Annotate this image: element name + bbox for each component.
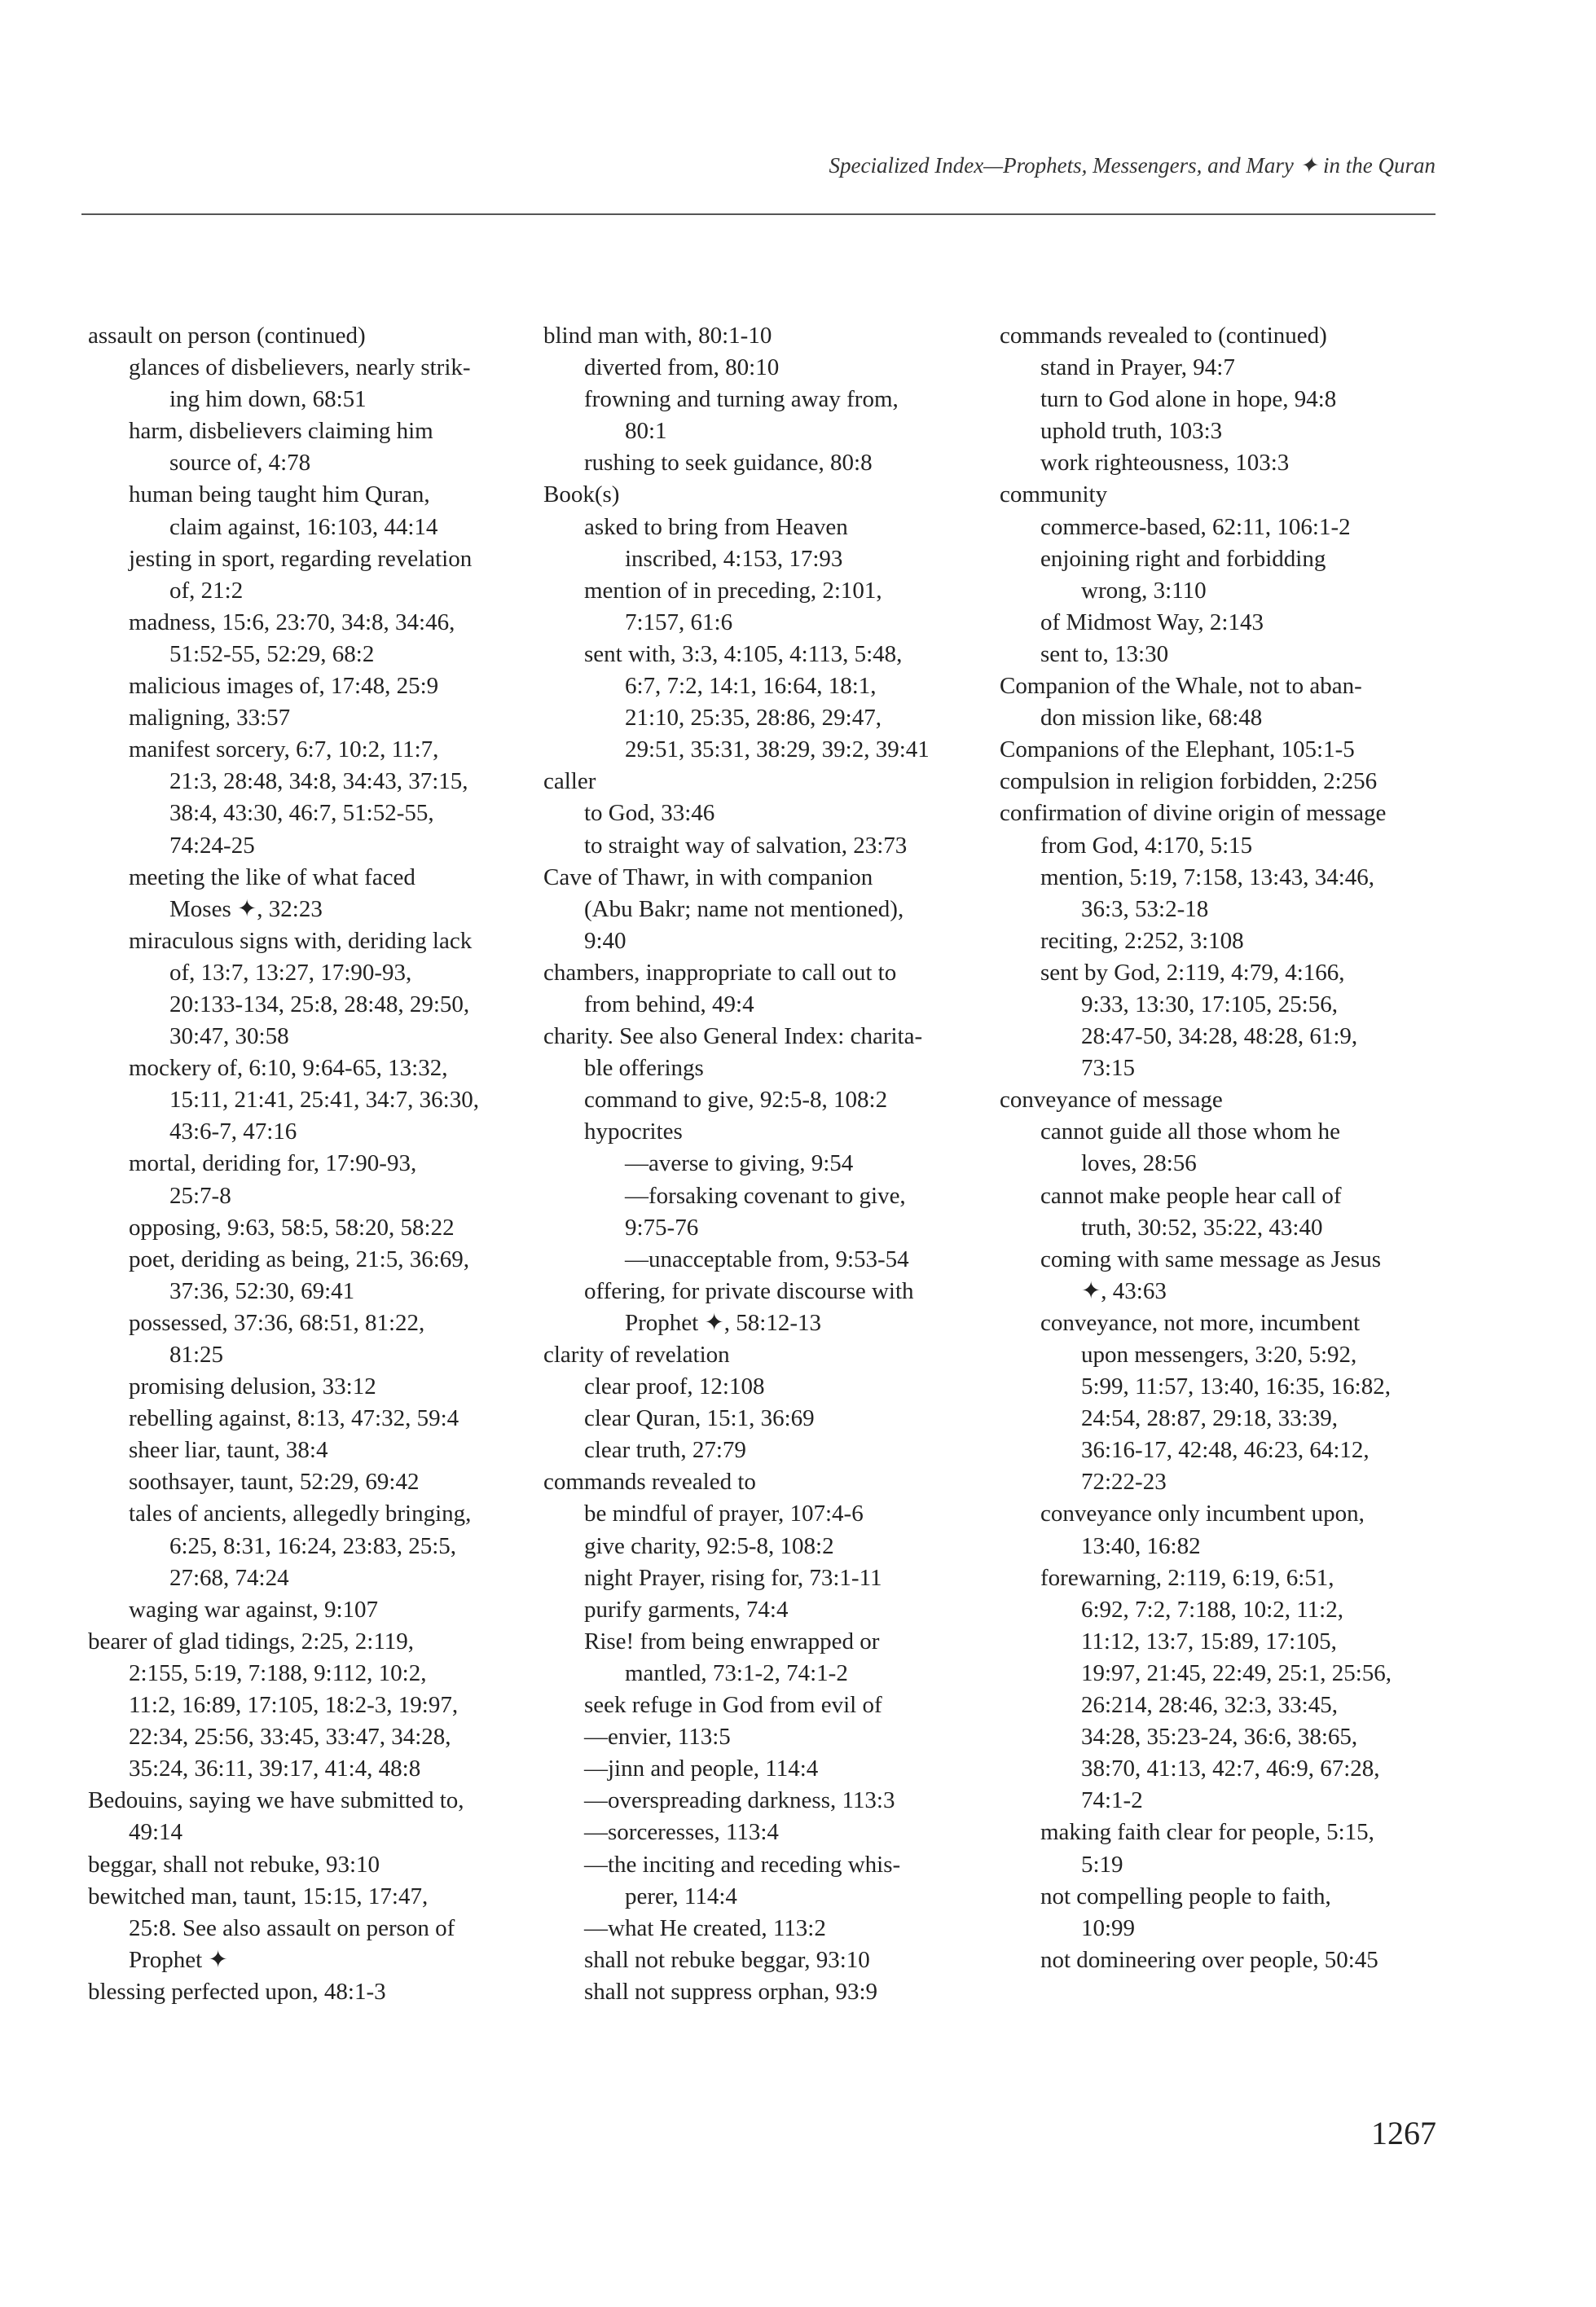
index-subentry bbox=[88, 1371, 544, 1403]
entry-line: 11:12, 13:7, 15:89, 17:105, bbox=[1081, 1628, 1337, 1654]
entry-line: glances of disbelievers, nearly strik- bbox=[129, 354, 471, 381]
entry-line: command to give, 92:5-8, 108:2 bbox=[584, 1087, 888, 1114]
index-main-entry bbox=[543, 320, 1000, 352]
entry-line: Prophet ✦ bbox=[129, 1946, 228, 1973]
entry-line: tales of ancients, allegedly bringing, bbox=[129, 1501, 472, 1527]
entry-line: diverted from, 80:10 bbox=[584, 354, 780, 381]
index-subentry bbox=[1000, 1817, 1456, 1880]
entry-line: purify garments, 74:4 bbox=[584, 1596, 789, 1623]
entry-line: 38:4, 43:30, 46:7, 51:52-55, bbox=[169, 800, 434, 827]
index-subentry bbox=[88, 1148, 544, 1211]
entry-line: compulsion in religion forbidden, 2:256 bbox=[1000, 768, 1378, 795]
index-subentry bbox=[543, 1785, 1000, 1817]
entry-line: ing him down, 68:51 bbox=[169, 386, 367, 413]
index-column-2 bbox=[543, 320, 1000, 2008]
entry-line: Book(s) bbox=[543, 481, 620, 508]
index-subentry bbox=[88, 1403, 544, 1435]
entry-line: 11:2, 16:89, 17:105, 18:2-3, 19:97, bbox=[129, 1692, 459, 1719]
entry-line: 25:7-8 bbox=[169, 1182, 231, 1209]
entry-line: commands revealed to (continued) bbox=[1000, 323, 1327, 349]
index-main-entry bbox=[88, 320, 544, 352]
entry-line: —overspreading darkness, 113:3 bbox=[584, 1787, 895, 1814]
index-subentry bbox=[88, 1307, 544, 1371]
index-subentry bbox=[543, 798, 1000, 829]
entry-line: 81:25 bbox=[169, 1342, 224, 1368]
index-subentry bbox=[1000, 1562, 1456, 1817]
entry-line: (Abu Bakr; name not mentioned), bbox=[584, 895, 904, 922]
entry-line: forewarning, 2:119, 6:19, 6:51, bbox=[1040, 1564, 1334, 1591]
index-subentry bbox=[543, 512, 1000, 575]
entry-line: 26:214, 28:46, 32:3, 33:45, bbox=[1081, 1692, 1338, 1719]
index-subentry bbox=[1000, 957, 1456, 1084]
index-subentry bbox=[1000, 925, 1456, 957]
entry-line: frowning and turning away from, bbox=[584, 386, 899, 413]
entry-line: mention of in preceding, 2:101, bbox=[584, 577, 882, 604]
index-subentry bbox=[1000, 352, 1456, 384]
entry-line: Rise! from being enwrapped or bbox=[584, 1628, 880, 1654]
entry-line: 38:70, 41:13, 42:7, 46:9, 67:28, bbox=[1081, 1756, 1380, 1782]
index-subentry bbox=[88, 862, 544, 925]
entry-line: 9:75-76 bbox=[625, 1214, 699, 1241]
entry-line: 13:40, 16:82 bbox=[1081, 1532, 1201, 1559]
entry-line: of, 13:7, 13:27, 17:90-93, bbox=[169, 959, 412, 986]
index-main-entry bbox=[88, 1849, 544, 1881]
entry-line: malicious images of, 17:48, 25:9 bbox=[129, 673, 439, 700]
index-subentry bbox=[543, 1403, 1000, 1435]
entry-line: mockery of, 6:10, 9:64-65, 13:32, bbox=[129, 1055, 448, 1082]
entry-line: truth, 30:52, 35:22, 43:40 bbox=[1081, 1214, 1323, 1241]
index-subentry bbox=[1000, 1498, 1456, 1562]
entry-line: —sorceresses, 113:4 bbox=[584, 1819, 779, 1846]
entry-line: 20:133-134, 25:8, 28:48, 29:50, bbox=[169, 991, 470, 1017]
entry-line: clear Quran, 15:1, 36:69 bbox=[584, 1405, 815, 1432]
entry-line: upon messengers, 3:20, 5:92, bbox=[1081, 1342, 1357, 1368]
index-subentry bbox=[543, 1562, 1000, 1594]
index-subentry bbox=[543, 575, 1000, 639]
index-subentry bbox=[1000, 862, 1456, 925]
index-main-entry bbox=[1000, 320, 1456, 352]
entry-line: be mindful of prayer, 107:4-6 bbox=[584, 1501, 864, 1527]
entry-line: 6:25, 8:31, 16:24, 23:83, 25:5, bbox=[169, 1532, 457, 1559]
entry-line: 29:51, 35:31, 38:29, 39:2, 39:41 bbox=[625, 736, 930, 763]
entry-line: —averse to giving, 9:54 bbox=[625, 1150, 854, 1177]
index-subentry bbox=[543, 1180, 1000, 1244]
index-subentry bbox=[1000, 830, 1456, 862]
entry-line: —the inciting and receding whis- bbox=[584, 1851, 901, 1878]
index-subentry bbox=[543, 1690, 1000, 1721]
entry-line: 9:40 bbox=[584, 927, 627, 954]
entry-line: —unacceptable from, 9:53-54 bbox=[625, 1246, 909, 1272]
index-subentry bbox=[543, 830, 1000, 862]
entry-line: 72:22-23 bbox=[1081, 1469, 1167, 1496]
entry-line: conveyance only incumbent upon, bbox=[1040, 1501, 1365, 1527]
entry-line: 21:10, 25:35, 28:86, 29:47, bbox=[625, 705, 882, 732]
entry-line: cannot make people hear call of bbox=[1040, 1182, 1342, 1209]
entry-line: asked to bring from Heaven bbox=[584, 513, 848, 540]
entry-line: to straight way of salvation, 23:73 bbox=[584, 832, 908, 859]
index-subentry bbox=[543, 1084, 1000, 1116]
entry-line: ✦, 43:63 bbox=[1081, 1277, 1167, 1304]
index-subentry bbox=[543, 352, 1000, 384]
index-main-entry bbox=[88, 1785, 544, 1848]
index-subentry bbox=[543, 1148, 1000, 1180]
entry-line: 36:3, 53:2-18 bbox=[1081, 895, 1209, 922]
index-subentry bbox=[543, 1371, 1000, 1403]
entry-line: shall not rebuke beggar, 93:10 bbox=[584, 1946, 870, 1973]
entry-line: 74:1-2 bbox=[1081, 1787, 1143, 1814]
entry-line: 28:47-50, 34:28, 48:28, 61:9, bbox=[1081, 1023, 1358, 1050]
entry-line: caller bbox=[543, 768, 596, 795]
entry-line: from behind, 49:4 bbox=[584, 991, 754, 1017]
entry-line: rebelling against, 8:13, 47:32, 59:4 bbox=[129, 1405, 459, 1432]
entry-line: work righteousness, 103:3 bbox=[1040, 450, 1290, 477]
index-column-3 bbox=[1000, 320, 1456, 1976]
index-main-entry bbox=[543, 479, 1000, 511]
entry-line: claim against, 16:103, 44:14 bbox=[169, 513, 438, 540]
index-main-entry bbox=[1000, 1084, 1456, 1116]
entry-line: commerce-based, 62:11, 106:1-2 bbox=[1040, 513, 1351, 540]
entry-line: 43:6-7, 47:16 bbox=[169, 1118, 297, 1145]
index-subentry bbox=[88, 1212, 544, 1244]
index-subentry bbox=[543, 1817, 1000, 1848]
entry-line: 15:11, 21:41, 25:41, 34:7, 36:30, bbox=[169, 1087, 479, 1114]
index-subentry bbox=[88, 734, 544, 861]
entry-line: coming with same message as Jesus bbox=[1040, 1246, 1382, 1272]
index-subentry bbox=[1000, 607, 1456, 639]
entry-line: conveyance of message bbox=[1000, 1087, 1223, 1114]
entry-line: ble offerings bbox=[584, 1055, 704, 1082]
entry-line: blessing perfected upon, 48:1-3 bbox=[88, 1978, 386, 2005]
index-subentry bbox=[1000, 415, 1456, 447]
index-subentry bbox=[1000, 1116, 1456, 1180]
entry-line: to God, 33:46 bbox=[584, 800, 715, 827]
index-subentry bbox=[543, 447, 1000, 479]
index-subentry bbox=[543, 1721, 1000, 1753]
entry-line: mention, 5:19, 7:158, 13:43, 34:46, bbox=[1040, 863, 1375, 890]
running-header: Specialized Index—Prophets, Messengers, and Mary ✦ in the Quran bbox=[829, 153, 1436, 178]
index-subentry bbox=[88, 1435, 544, 1466]
entry-line: source of, 4:78 bbox=[169, 450, 311, 477]
index-subentry bbox=[543, 384, 1000, 447]
entry-line: stand in Prayer, 94:7 bbox=[1040, 354, 1235, 381]
entry-line: clear truth, 27:79 bbox=[584, 1437, 746, 1464]
page-number: 1267 bbox=[1371, 2115, 1436, 2151]
entry-line: sheer liar, taunt, 38:4 bbox=[129, 1437, 328, 1464]
index-subentry bbox=[88, 925, 544, 1052]
entry-line: sent with, 3:3, 4:105, 4:113, 5:48, bbox=[584, 640, 903, 667]
index-subentry bbox=[88, 702, 544, 734]
entry-line: confirmation of divine origin of message bbox=[1000, 800, 1387, 827]
entry-line: 7:157, 61:6 bbox=[625, 609, 733, 635]
index-subentry bbox=[543, 1244, 1000, 1276]
entry-line: human being taught him Quran, bbox=[129, 481, 430, 508]
entry-line: 51:52-55, 52:29, 68:2 bbox=[169, 640, 375, 667]
entry-line: Companions of the Elephant, 105:1-5 bbox=[1000, 736, 1355, 763]
entry-line: 9:33, 13:30, 17:105, 25:56, bbox=[1081, 991, 1338, 1017]
entry-line: assault on person (continued) bbox=[88, 323, 366, 349]
index-main-entry bbox=[88, 1626, 544, 1785]
entry-line: charity. See also General Index: charita- bbox=[543, 1023, 923, 1050]
entry-line: give charity, 92:5-8, 108:2 bbox=[584, 1532, 834, 1559]
entry-line: 74:24-25 bbox=[169, 832, 255, 859]
index-subentry bbox=[1000, 543, 1456, 607]
entry-line: cannot guide all those whom he bbox=[1040, 1118, 1341, 1145]
entry-line: of, 21:2 bbox=[169, 577, 244, 604]
index-main-entry bbox=[1000, 670, 1456, 734]
entry-line: beggar, shall not rebuke, 93:10 bbox=[88, 1851, 380, 1878]
index-subentry bbox=[1000, 512, 1456, 543]
index-column-1 bbox=[88, 320, 544, 2008]
entry-line: 37:36, 52:30, 69:41 bbox=[169, 1277, 355, 1304]
entry-line: perer, 114:4 bbox=[625, 1883, 737, 1909]
entry-line: don mission like, 68:48 bbox=[1040, 705, 1263, 732]
entry-line: 36:16-17, 42:48, 46:23, 64:12, bbox=[1081, 1437, 1370, 1464]
entry-line: 80:1 bbox=[625, 418, 667, 445]
index-subentry bbox=[543, 1435, 1000, 1466]
entry-line: 30:47, 30:58 bbox=[169, 1023, 289, 1050]
index-subentry bbox=[543, 1849, 1000, 1913]
index-subentry bbox=[543, 1276, 1000, 1339]
index-subentry bbox=[1000, 1244, 1456, 1307]
entry-line: 21:3, 28:48, 34:8, 34:43, 37:15, bbox=[169, 768, 468, 795]
entry-line: hypocrites bbox=[584, 1118, 683, 1145]
entry-line: loves, 28:56 bbox=[1081, 1150, 1197, 1177]
index-main-entry bbox=[543, 862, 1000, 957]
entry-line: offering, for private discourse with bbox=[584, 1277, 914, 1304]
entry-line: clarity of revelation bbox=[543, 1342, 730, 1368]
index-main-entry bbox=[1000, 479, 1456, 511]
entry-line: 5:99, 11:57, 13:40, 16:35, 16:82, bbox=[1081, 1373, 1391, 1400]
index-subentry bbox=[1000, 639, 1456, 670]
entry-line: waging war against, 9:107 bbox=[129, 1596, 379, 1623]
entry-line: madness, 15:6, 23:70, 34:8, 34:46, bbox=[129, 609, 455, 635]
entry-line: jesting in sport, regarding revelation bbox=[129, 545, 473, 572]
entry-line: turn to God alone in hope, 94:8 bbox=[1040, 386, 1337, 413]
index-subentry bbox=[88, 1498, 544, 1593]
index-subentry bbox=[543, 1913, 1000, 1944]
index-subentry bbox=[88, 1052, 544, 1148]
index-main-entry bbox=[1000, 734, 1456, 766]
index-main-entry bbox=[1000, 766, 1456, 798]
index-main-entry bbox=[88, 1881, 544, 1976]
entry-line: mortal, deriding for, 17:90-93, bbox=[129, 1150, 417, 1177]
entry-line: community bbox=[1000, 481, 1108, 508]
index-subentry bbox=[88, 479, 544, 543]
entry-line: inscribed, 4:153, 17:93 bbox=[625, 545, 843, 572]
entry-line: —envier, 113:5 bbox=[584, 1724, 731, 1751]
entry-line: 5:19 bbox=[1081, 1851, 1123, 1878]
entry-line: enjoining right and forbidding bbox=[1040, 545, 1326, 572]
entry-line: 27:68, 74:24 bbox=[169, 1564, 289, 1591]
index-subentry bbox=[88, 607, 544, 670]
entry-line: miraculous signs with, deriding lack bbox=[129, 927, 473, 954]
entry-line: —jinn and people, 114:4 bbox=[584, 1756, 819, 1782]
index-subentry bbox=[543, 1753, 1000, 1785]
entry-line: 6:92, 7:2, 7:188, 10:2, 11:2, bbox=[1081, 1596, 1343, 1623]
entry-line: 73:15 bbox=[1081, 1055, 1136, 1082]
index-subentry bbox=[88, 543, 544, 607]
entry-line: maligning, 33:57 bbox=[129, 705, 291, 732]
entry-line: of Midmost Way, 2:143 bbox=[1040, 609, 1264, 635]
entry-line: reciting, 2:252, 3:108 bbox=[1040, 927, 1244, 954]
index-subentry bbox=[88, 1594, 544, 1626]
entry-line: commands revealed to bbox=[543, 1469, 756, 1496]
index-subentry bbox=[543, 1498, 1000, 1530]
index-subentry bbox=[88, 670, 544, 702]
entry-line: Moses ✦, 32:23 bbox=[169, 895, 323, 922]
index-subentry bbox=[543, 1944, 1000, 1976]
index-main-entry bbox=[543, 766, 1000, 798]
index-subentry bbox=[1000, 447, 1456, 479]
entry-line: not domineering over people, 50:45 bbox=[1040, 1946, 1378, 1973]
entry-line: night Prayer, rising for, 73:1-11 bbox=[584, 1564, 882, 1591]
entry-line: 2:155, 5:19, 7:188, 9:112, 10:2, bbox=[129, 1659, 427, 1686]
entry-line: 24:54, 28:87, 29:18, 33:39, bbox=[1081, 1405, 1338, 1432]
index-subentry bbox=[543, 1116, 1000, 1148]
entry-line: shall not suppress orphan, 93:9 bbox=[584, 1978, 878, 2005]
entry-line: soothsayer, taunt, 52:29, 69:42 bbox=[129, 1469, 420, 1496]
entry-line: sent to, 13:30 bbox=[1040, 640, 1169, 667]
index-subentry bbox=[543, 1594, 1000, 1626]
entry-line: Cave of Thawr, in with companion bbox=[543, 863, 873, 890]
entry-line: Bedouins, saying we have submitted to, bbox=[88, 1787, 464, 1814]
entry-line: making faith clear for people, 5:15, bbox=[1040, 1819, 1374, 1846]
entry-line: clear proof, 12:108 bbox=[584, 1373, 765, 1400]
index-subentry bbox=[543, 1976, 1000, 2008]
index-subentry bbox=[1000, 1180, 1456, 1244]
entry-line: rushing to seek guidance, 80:8 bbox=[584, 450, 873, 477]
entry-line: poet, deriding as being, 21:5, 36:69, bbox=[129, 1246, 470, 1272]
index-main-entry bbox=[543, 1021, 1000, 1084]
entry-line: possessed, 37:36, 68:51, 81:22, bbox=[129, 1309, 425, 1336]
entry-line: not compelling people to faith, bbox=[1040, 1883, 1331, 1909]
entry-line: wrong, 3:110 bbox=[1081, 577, 1207, 604]
entry-line: chambers, inappropriate to call out to bbox=[543, 959, 897, 986]
entry-line: seek refuge in God from evil of bbox=[584, 1692, 882, 1719]
entry-line: 19:97, 21:45, 22:49, 25:1, 25:56, bbox=[1081, 1659, 1392, 1686]
entry-line: uphold truth, 103:3 bbox=[1040, 418, 1223, 445]
entry-line: —forsaking covenant to give, bbox=[625, 1182, 906, 1209]
index-subentry bbox=[1000, 1881, 1456, 1944]
index-main-entry bbox=[543, 1339, 1000, 1371]
entry-line: manifest sorcery, 6:7, 10:2, 11:7, bbox=[129, 736, 439, 763]
index-main-entry bbox=[543, 957, 1000, 1021]
entry-line: bewitched man, taunt, 15:15, 17:47, bbox=[88, 1883, 429, 1909]
entry-line: from God, 4:170, 5:15 bbox=[1040, 832, 1253, 859]
index-subentry bbox=[88, 1244, 544, 1307]
index-main-entry bbox=[543, 1466, 1000, 1498]
entry-line: promising delusion, 33:12 bbox=[129, 1373, 376, 1400]
entry-line: Companion of the Whale, not to aban- bbox=[1000, 673, 1362, 700]
entry-line: Prophet ✦, 58:12-13 bbox=[625, 1309, 821, 1336]
entry-line: 22:34, 25:56, 33:45, 33:47, 34:28, bbox=[129, 1724, 451, 1751]
index-subentry bbox=[1000, 1944, 1456, 1976]
entry-line: harm, disbelievers claiming him bbox=[129, 418, 433, 445]
index-subentry bbox=[543, 639, 1000, 766]
entry-line: meeting the like of what faced bbox=[129, 863, 415, 890]
entry-line: bearer of glad tidings, 2:25, 2:119, bbox=[88, 1628, 415, 1654]
entry-line: opposing, 9:63, 58:5, 58:20, 58:22 bbox=[129, 1214, 455, 1241]
index-subentry bbox=[1000, 384, 1456, 415]
index-subentry bbox=[543, 1626, 1000, 1690]
entry-line: 25:8. See also assault on person of bbox=[129, 1914, 455, 1941]
index-subentry bbox=[1000, 1307, 1456, 1499]
entry-line: 34:28, 35:23-24, 36:6, 38:65, bbox=[1081, 1724, 1358, 1751]
entry-line: blind man with, 80:1-10 bbox=[543, 323, 772, 349]
entry-line: 35:24, 36:11, 39:17, 41:4, 48:8 bbox=[129, 1756, 421, 1782]
index-subentry bbox=[543, 1531, 1000, 1562]
entry-line: 6:7, 7:2, 14:1, 16:64, 18:1, bbox=[625, 673, 877, 700]
index-subentry bbox=[88, 352, 544, 415]
index-main-entry bbox=[1000, 798, 1456, 829]
entry-line: 10:99 bbox=[1081, 1914, 1136, 1941]
entry-line: sent by God, 2:119, 4:79, 4:166, bbox=[1040, 959, 1345, 986]
entry-line: 49:14 bbox=[129, 1819, 183, 1846]
entry-line: conveyance, not more, incumbent bbox=[1040, 1309, 1361, 1336]
index-subentry bbox=[88, 415, 544, 479]
index-subentry bbox=[88, 1466, 544, 1498]
entry-line: —what He created, 113:2 bbox=[584, 1914, 826, 1941]
entry-line: mantled, 73:1-2, 74:1-2 bbox=[625, 1659, 848, 1686]
header-rule bbox=[81, 213, 1436, 215]
index-main-entry bbox=[88, 1976, 544, 2008]
